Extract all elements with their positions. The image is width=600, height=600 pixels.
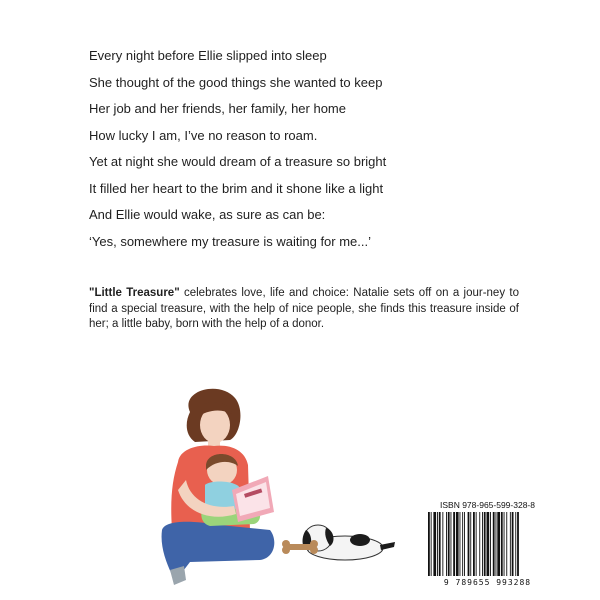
poem-line-7: And Ellie would wake, as sure as can be:	[89, 207, 326, 222]
barcode-bar	[442, 512, 443, 576]
poem-line-5: Yet at night she would dream of a treasure so bright	[89, 154, 387, 169]
barcode-bar	[433, 512, 436, 576]
barcode-bar	[453, 512, 455, 576]
barcode-bar	[437, 512, 438, 576]
barcode-bar	[479, 512, 480, 576]
book-blurb	[89, 286, 519, 333]
barcode-bar	[460, 512, 461, 576]
poem-line-6: It filled her heart to the brim and it shone like a light	[89, 181, 384, 196]
barcode-bar	[448, 512, 450, 576]
barcode-bar	[451, 512, 452, 576]
barcode-bar	[490, 512, 491, 576]
barcode-bar	[468, 512, 470, 576]
barcode-bar	[517, 512, 519, 576]
barcode-bar	[431, 512, 432, 576]
poem-line-8: ‘Yes, somewhere my treasure is waiting for me...’	[89, 234, 372, 249]
barcode-bar	[515, 512, 516, 576]
isbn-label: ISBN 978-965-599-328-8	[440, 500, 535, 510]
barcode-bar	[493, 512, 495, 576]
barcode-bar	[473, 512, 475, 576]
poem-line-4: How lucky I am, I’ve no reason to roam.	[89, 128, 318, 143]
barcode-bar	[439, 512, 441, 576]
blurb-title: "Little Treasure"	[89, 287, 180, 299]
barcode-bar	[462, 512, 463, 576]
isbn-barcode-block	[420, 500, 555, 590]
barcode-bar	[497, 512, 500, 576]
barcode-icon	[426, 512, 548, 578]
barcode-bar	[496, 512, 497, 576]
barcode-bar	[446, 512, 447, 576]
barcode-bar	[456, 512, 459, 576]
poem-line-3: Her job and her friends, her family, her home	[89, 101, 346, 116]
barcode-bar	[510, 512, 511, 576]
blurb-text: celebrates love, life and choice: Natalie sets off on a jour-ney to find a special treasure, with the help of nice people, she finds this treasure inside of her; a little baby, born with the help of a donor.	[89, 287, 519, 330]
isbn-digits: 9 789655 993288	[443, 578, 532, 587]
barcode-bar	[501, 512, 503, 576]
barcode-bar	[428, 512, 430, 576]
barcode-bar	[464, 512, 465, 576]
barcode-bar	[476, 512, 477, 576]
barcode-bar	[470, 512, 471, 576]
barcode-bar	[484, 512, 486, 576]
barcode-bar	[512, 512, 514, 576]
mother-child-dog-illustration	[150, 380, 400, 595]
barcode-bar	[482, 512, 483, 576]
barcode-bar	[506, 512, 507, 576]
poem-line-2: She thought of the good things she wanted to keep	[89, 75, 383, 90]
barcode-bar	[487, 512, 490, 576]
barcode-bar	[504, 512, 505, 576]
poem-line-1: Every night before Ellie slipped into sleep	[89, 48, 327, 63]
